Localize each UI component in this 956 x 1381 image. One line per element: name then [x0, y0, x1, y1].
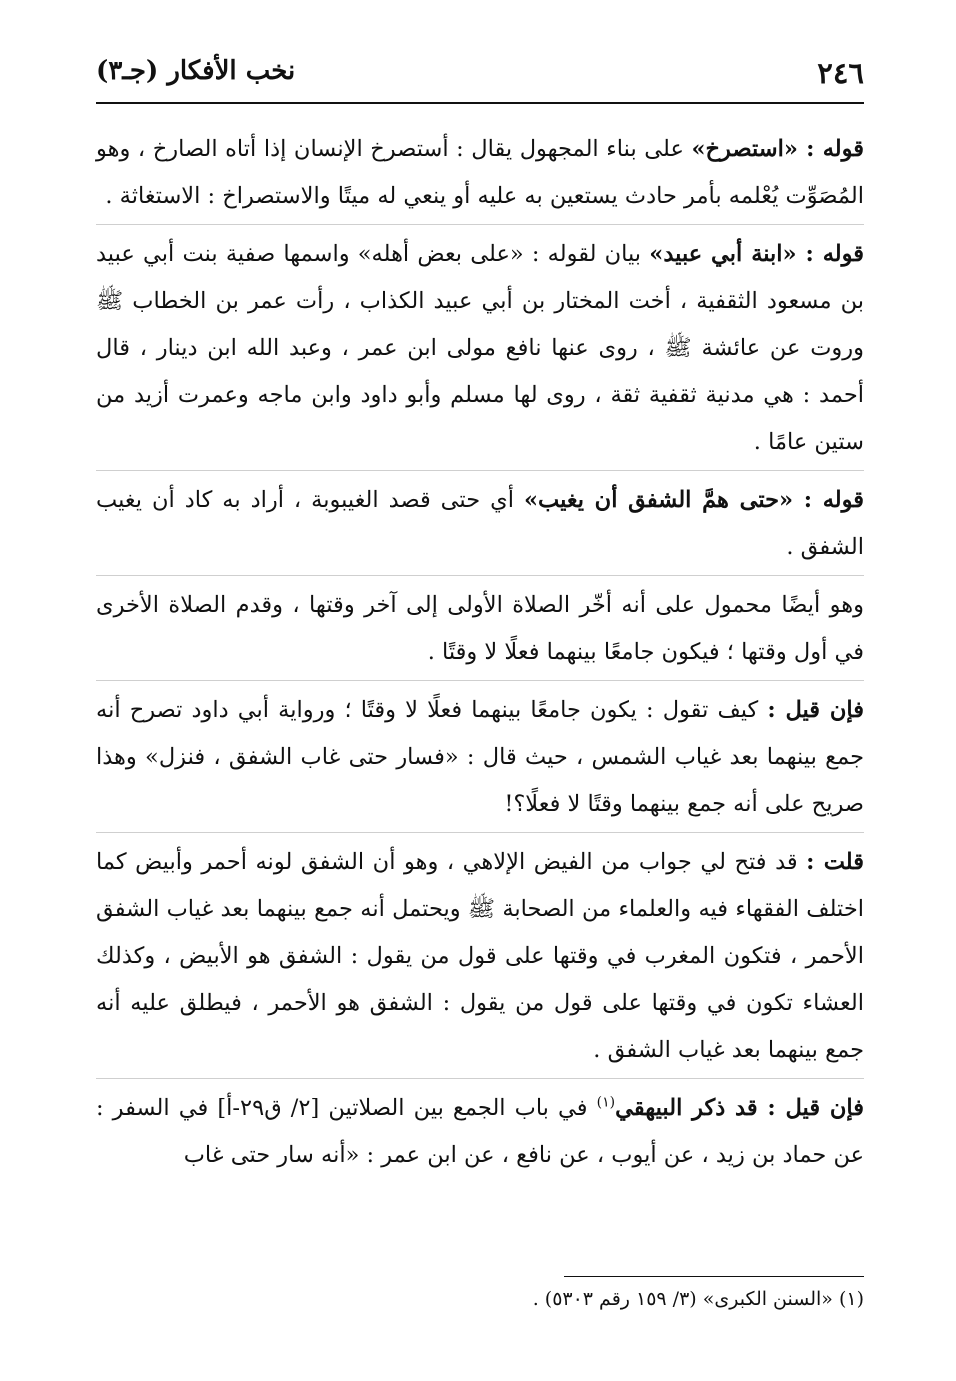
paragraph-lead: قوله : «ابنة أبي عبيد» — [649, 241, 864, 267]
paragraph-lead: فإن قيل : — [767, 697, 864, 723]
paragraph-text: على بناء المجهول يقال : أستصرخ الإنسان إذا أتاه الصارخ ، وهو المُصَوِّت يُعْلمه بأمر حادث يستعين به عليه أو ينعي له ميتًا والاستصراخ : الاستغاثة . — [96, 136, 864, 209]
paragraph-text: كيف تقول : يكون جامعًا بينهما فعلًا لا وقتًا ؛ ورواية أبي داود تصرح أنه جمع بينهما بعد غياب الشمس ، حيث قال : «فسار حتى غاب الشفق ، فنزل» وهذا صريح على أنه جمع بينهما وقتًا لا فعلًا؟! — [96, 697, 864, 817]
page-header — [96, 52, 864, 104]
paragraph-text: أي حتى قصد الغيبوبة ، أراد به كاد أن يغيب الشفق . — [96, 487, 864, 560]
main-text — [96, 120, 864, 1183]
paragraph — [96, 225, 864, 471]
footnote-reference[interactable]: (١) — [596, 1094, 616, 1111]
paragraph-text: قد فتح لي جواب من الفيض الإلاهي ، وهو أن الشفق لونه أحمر وأبيض كما اختلف الفقهاء فيه والعلماء من الصحابة ﷺ ويحتمل أنه جمع بينهما بعد غياب الشفق الأحمر ، فتكون المغرب في وقتها على قول من يقول : الشفق هو الأبيض ، وكذلك العشاء تكون في وقتها على قول من يقول : الشفق هو الأحمر ، فيطلق عليه أنه جمع بينهما بعد غياب الشفق . — [96, 849, 864, 1063]
paragraph — [96, 576, 864, 681]
paragraph-lead: قوله : «استصرخ» — [691, 136, 864, 162]
paragraph-text: بيان لقوله : «على بعض أهله» واسمها صفية بنت أبي عبيد بن مسعود الثقفية ، أخت المختار بن أبي عبيد الكذاب ، رأت عمر بن الخطاب ﷺ وروت عن عائشة ﷺ ، روى عنها نافع مولى ابن عمر ، وعبد الله ابن دينار ، قال أحمد : هي مدنية ثقفية ثقة ، روى لها مسلم وأبو داود وابن ماجه وعمرت أزيد من ستين عامًا . — [96, 241, 864, 455]
footnote: (١) «السنن الكبرى» (٣/ ١٥٩ رقم ٥٣٠٣) . — [532, 1288, 864, 1310]
page-number: ٢٤٦ — [817, 56, 864, 90]
paragraph — [96, 833, 864, 1079]
paragraph-text: في باب الجمع بين الصلاتين [٢/ ق٢٩-أ] في السفر : عن حماد بن زيد ، عن أيوب ، عن نافع ، عن ابن عمر : «أنه سار حتى غاب — [96, 1095, 864, 1168]
paragraph-lead: قوله : «حتى همَّ الشفق أن يغيب» — [523, 487, 864, 513]
paragraph-text: وهو أيضًا محمول على أنه أخّر الصلاة الأولى إلى آخر وقتها ، وقدم الصلاة الأخرى في أول وقتها ؛ فيكون جامعًا بينهما فعلًا لا وقتًا . — [96, 592, 864, 665]
running-title: نخب الأفكار (جـ٣) — [96, 56, 296, 86]
paragraph — [96, 681, 864, 833]
paragraph — [96, 120, 864, 225]
paragraph-lead: قلت : — [806, 849, 864, 875]
paragraph — [96, 471, 864, 576]
paragraph-lead: فإن قيل : قد ذكر البيهقي — [615, 1095, 864, 1121]
paragraph — [96, 1079, 864, 1183]
footnote-separator — [564, 1276, 864, 1277]
